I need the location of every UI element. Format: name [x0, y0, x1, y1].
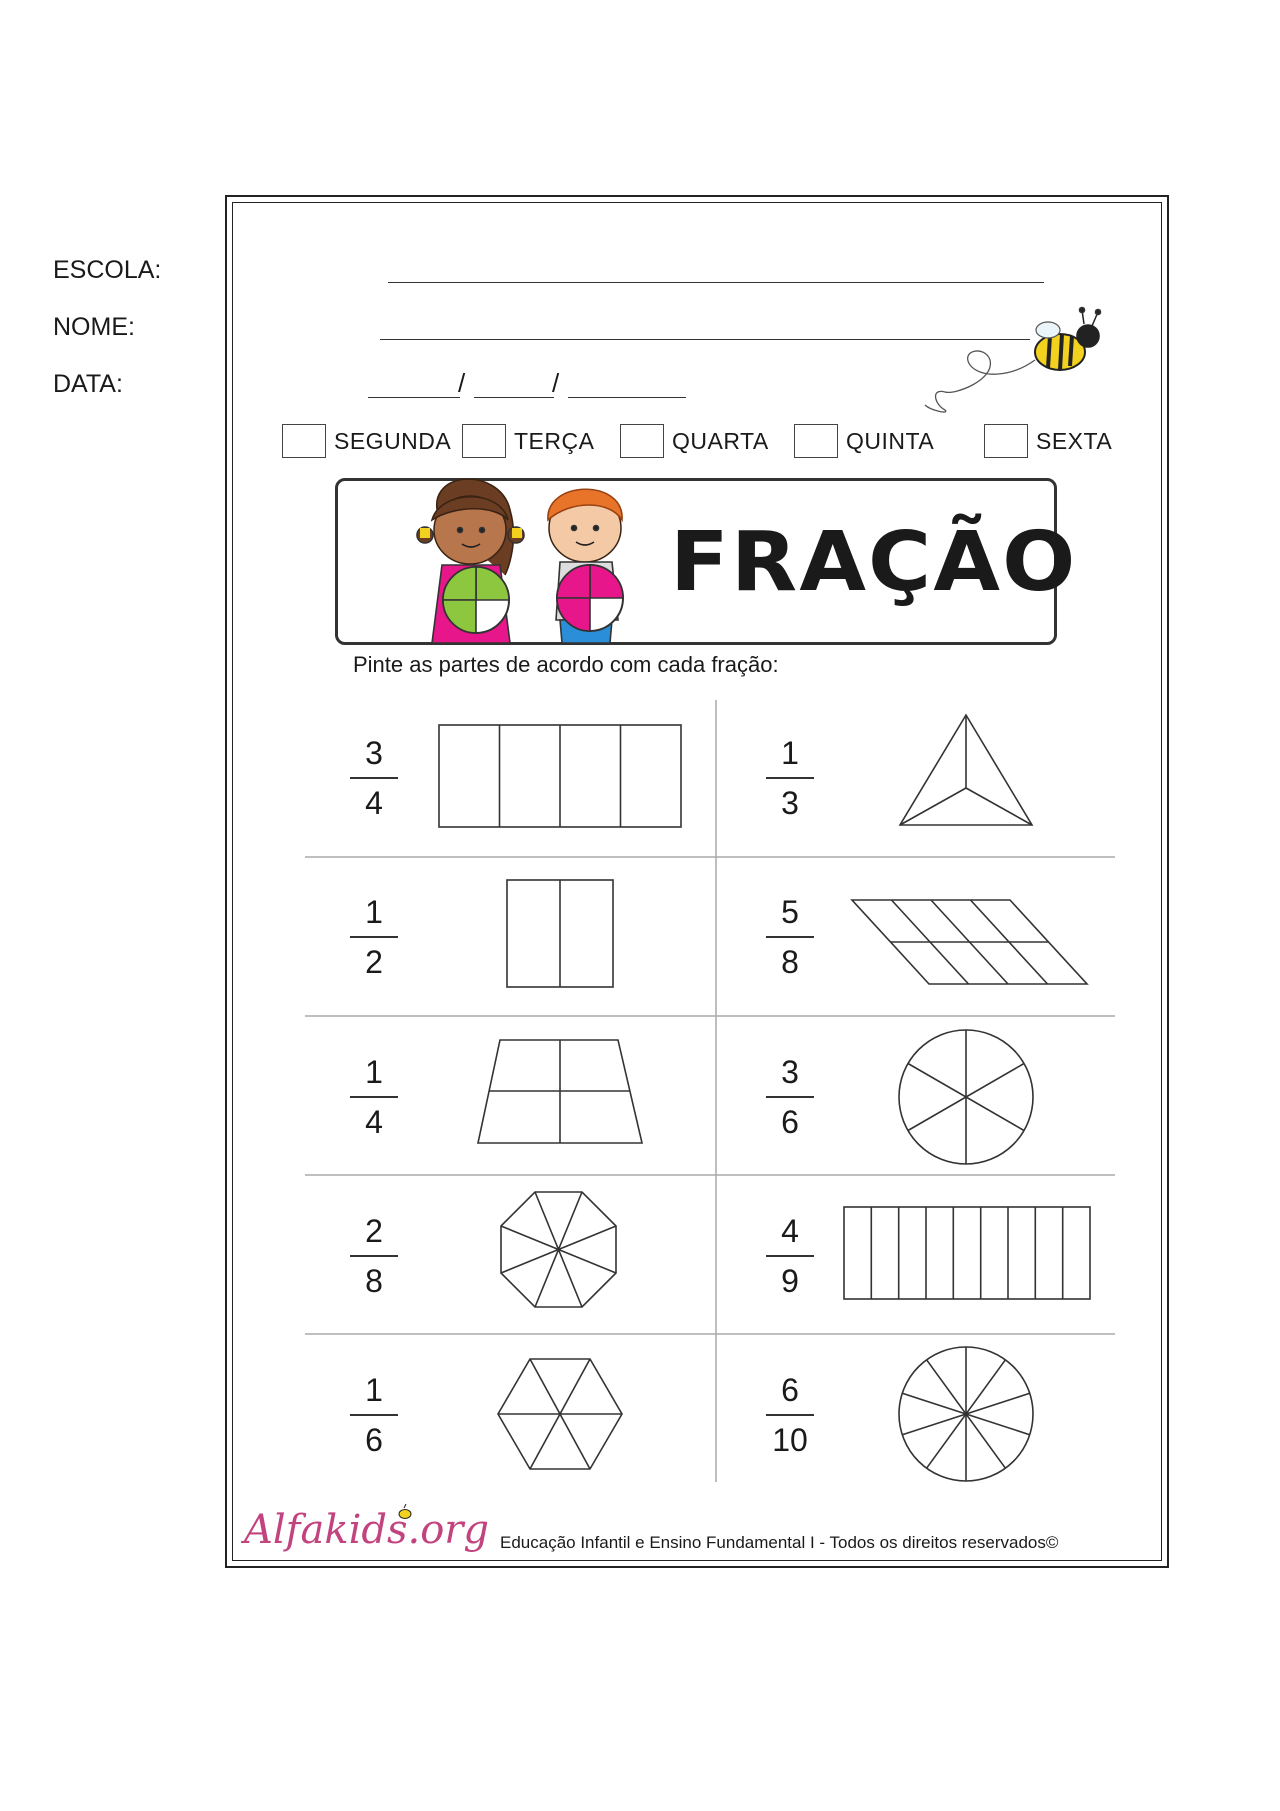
denominator: 4 [365, 785, 383, 821]
name-label: NOME: [53, 313, 135, 341]
exercise-grid [305, 700, 1115, 1482]
numerator: 3 [365, 735, 383, 771]
date-slash-2: / [552, 368, 560, 398]
shape-octagon-8-parts[interactable] [501, 1192, 616, 1307]
weekday-label: QUINTA [846, 427, 935, 454]
denominator: 9 [781, 1263, 799, 1299]
shape-triangle-3-parts[interactable] [900, 715, 1032, 825]
numerator: 3 [781, 1054, 799, 1090]
weekday-label: SEGUNDA [334, 427, 452, 454]
weekday-label: TERÇA [514, 427, 595, 454]
denominator: 3 [781, 785, 799, 821]
numerator: 4 [781, 1213, 799, 1249]
date-slash-1: / [458, 368, 466, 398]
school-label: ESCOLA: [53, 256, 162, 284]
shape-rectangle-4-columns[interactable] [439, 725, 681, 827]
denominator: 8 [365, 1263, 383, 1299]
shape-hexagon-6-parts[interactable] [498, 1359, 622, 1469]
denominator: 8 [781, 944, 799, 980]
shape-rectangle-9-columns[interactable] [844, 1207, 1090, 1299]
denominator: 4 [365, 1104, 383, 1140]
instruction-text: Pinte as partes de acordo com cada fração: [353, 652, 779, 677]
numerator: 5 [781, 894, 799, 930]
denominator: 6 [781, 1104, 799, 1140]
numerator: 2 [365, 1213, 383, 1249]
numerator: 1 [365, 1054, 383, 1090]
numerator: 1 [781, 735, 799, 771]
weekday-label: SEXTA [1036, 427, 1113, 454]
bee-icon [925, 308, 1101, 413]
shape-circle-10-parts[interactable] [899, 1347, 1033, 1481]
numerator: 1 [365, 1372, 383, 1408]
banner-title: FRAÇÃO [670, 515, 1078, 610]
shape-parallelogram-8-parts[interactable] [852, 900, 1087, 984]
numerator: 1 [365, 894, 383, 930]
denominator: 6 [365, 1422, 383, 1458]
date-label: DATA: [53, 370, 123, 398]
denominator: 10 [772, 1422, 808, 1458]
shape-trapezoid-4-parts[interactable] [478, 1040, 642, 1143]
alfakids-logo[interactable]: Alfakids.org [244, 1507, 490, 1553]
shape-circle-6-parts[interactable] [899, 1030, 1033, 1164]
shape-rectangle-2-columns[interactable] [507, 880, 613, 987]
weekday-label: QUARTA [672, 427, 769, 454]
children-illustration [417, 479, 623, 643]
numerator: 6 [781, 1372, 799, 1408]
denominator: 2 [365, 944, 383, 980]
footer-text: Educação Infantil e Ensino Fundamental I - Todos os direitos reservados© [500, 1533, 1059, 1552]
